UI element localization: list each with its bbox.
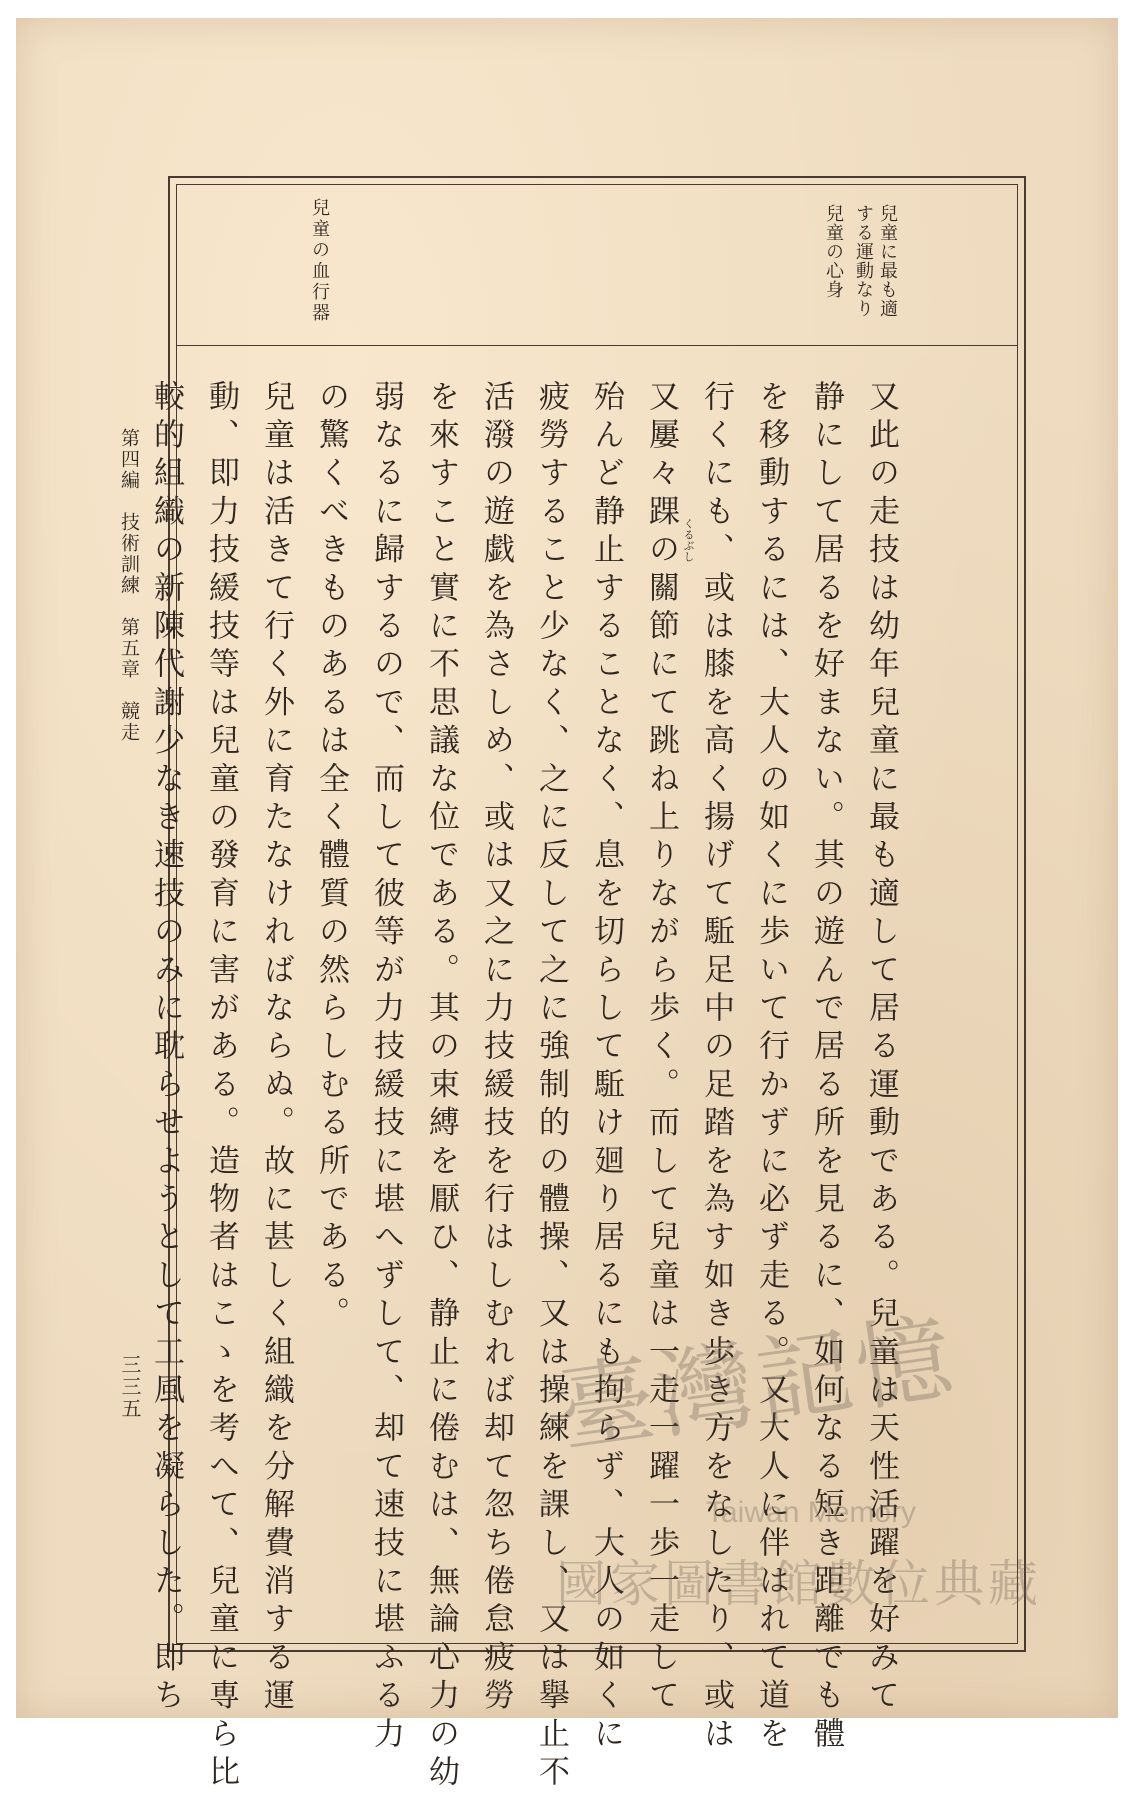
running-foot: 第四編 技術訓練 第五章 競走 <box>118 428 140 743</box>
body-column-4: 行くにも、或は膝を高く揚げて駈足中の足踏を為す如き歩き方をなしたり、或は <box>698 380 734 1756</box>
margin-note-line-2: する運動なり <box>853 204 874 318</box>
margin-note-line-1: 兒童に最も適 <box>877 204 898 318</box>
scanned-page <box>16 18 1118 1793</box>
body-column-6: 殆んど静止することなく、息を切らして駈け廻り居るにも拘らず、大人の如くに <box>588 380 624 1756</box>
body-column-2: 静にして居るを好まない。其の遊んで居る所を見るに、如何なる短き距離でも體 <box>808 380 844 1756</box>
body-column-8: 活潑の遊戯を為さしめ、或は又之に力技緩技を行はしむれば却て忽ち倦怠疲勞 <box>478 380 514 1717</box>
body-column-5: 又屢々踝の關節にて跳ね上りながら歩く。而して兒童は一走一躍一歩一走して <box>643 380 679 1717</box>
body-column-11: の驚くべきものあるは全く體質の然らしむる所である。 <box>313 380 349 1335</box>
body-column-12: 兒童は活きて行く外に育たなければならぬ。故に甚しく組織を分解費消する運 <box>258 380 294 1717</box>
body-column-13: 動、即力技緩技等は兒童の發育に害がある。造物者はこゝを考へて、兒童に専ら比 <box>203 380 239 1793</box>
watermark-latin: Taiwan Memory <box>706 1496 917 1529</box>
body-column-9: を來すこと實に不思議な位である。其の束縛を厭ひ、静止に倦むは、無論心力の幼 <box>423 380 459 1793</box>
margin-note-topic: 兒童の心身 <box>823 204 844 299</box>
body-column-10: 弱なるに歸するので、而して彼等が力技緩技に堪へずして、却て速技に堪ふる力 <box>368 380 404 1756</box>
body-column-1: 又此の走技は幼年兒童に最も適して居る運動である。兒童は天性活躍を好みて <box>863 380 899 1717</box>
page-number: 三三五 <box>118 1354 142 1420</box>
watermark-title: 臺灣記憶 <box>551 1300 963 1468</box>
body-column-7: 疲勞すること少なく、之に反して之に強制的の體操、又は操練を課し、又は擧止不 <box>533 380 569 1793</box>
body-column-3: を移動するには、大人の如くに歩いて行かずに必ず走る。又大人に伴はれて道を <box>753 380 789 1756</box>
body-column-14: 較的組織の新陳代謝少なき速技のみに耽らせようとして工風を凝らした。即ち <box>148 380 184 1717</box>
header-rule <box>176 345 1018 346</box>
watermark-subtitle: 國家圖書館數位典藏 <box>556 1555 1042 1613</box>
ruby-gloss: くるぶし <box>682 518 695 562</box>
running-title: 兒童の血行器 <box>309 198 330 324</box>
